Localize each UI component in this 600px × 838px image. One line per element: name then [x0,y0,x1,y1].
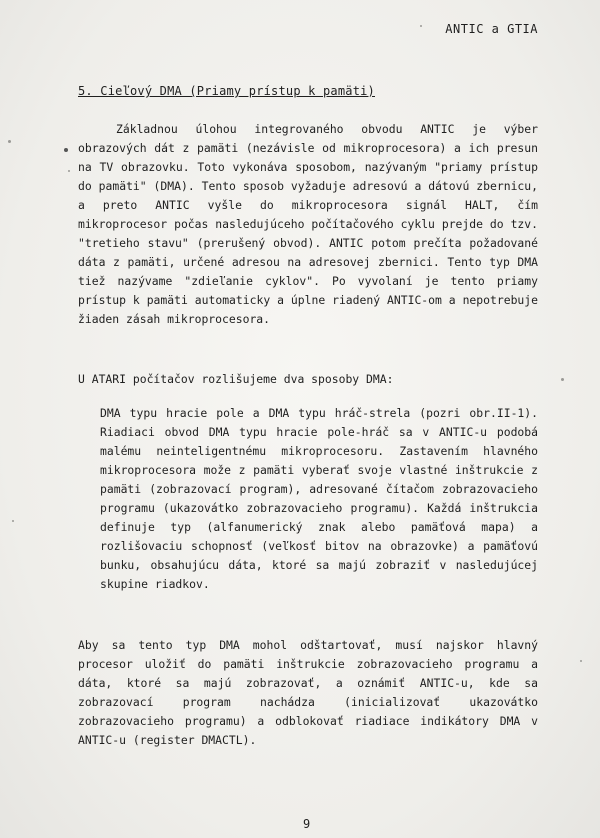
scan-speck [12,520,14,522]
scan-speck [64,148,68,152]
scan-speck [580,660,582,662]
paragraph-text: DMA typu hracie pole a DMA typu hráč-strela (pozri obr.II-1). Riadiaci obvod DMA typu hracie pole-hráč sa v ANTIC-u podobá malému neinteligentnému mikroprocesoru. Zastavením hlavného mikroprocesora može z pamäti vyberať svoje vlastné inštrukcie z pamäti (zobrazovací program), adresované čítačom zobrazovacieho programu (ukazovátko zobrazovacieho programu). Každá inštrukcia definuje typ (alfanumerický znak alebo pamäťová mapa) a rozlišovaciu schopnosť (veľkosť bitov na obrazovke) a pamäťovú bunku, obsahujúcu dáta, ktoré sa majú zobraziť v nasledujúcej skupine riadkov. [100,406,538,591]
paragraph-text: Základnou úlohou integrovaného obvodu ANTIC je výber obrazových dát z pamäti (nezávisle od mikroprocesora) a ich presun na TV obrazovku. Toto vykonáva sposobom, nazývaným "priamy prístup do pamäti" (DMA). Tento sposob vyžaduje adresovú a dátovú zbernicu, a preto ANTIC vyšle do mikroprocesora signál HALT, čím mikroprocesor počas nasledujúceho počítačového cyklu prejde do tzv. "tretieho stavu" (prerušený obvod). ANTIC potom prečíta požadované dáta z pamäti, určené adresou na adresovej zbernici. Tento typ DMA tiež nazývame "zdieľanie cyklov". Po vyvolaní je tento priamy prístup k pamäti automaticky a úplne riadený ANTIC-om a nepotrebuje žiaden zásah mikroprocesora. [78,122,538,326]
paragraph-text: Aby sa tento typ DMA mohol odštartovať, musí najskor hlavný procesor uložiť do pamäti inštrukcie zobrazovacieho programu a dáta, ktoré sa majú zobrazovať, a oznámiť ANTIC-u, kde sa zobrazovací program nachádza (inicializovať ukazovátko zobrazovacieho programu) a odblokovať riadiace indikátory DMA v ANTIC-u (register DMACTL). [78,638,538,747]
scan-speck [420,25,422,27]
scan-speck [561,378,564,381]
paragraph-intro [78,120,538,329]
paragraph-playfield-dma [100,404,538,594]
page-number: 9 [303,817,311,831]
paragraph-start-dma [78,636,538,750]
scan-speck [8,140,11,143]
paragraph-text: U ATARI počítačov rozlišujeme dva sposoby DMA: [78,372,394,386]
running-header: ANTIC a GTIA [445,22,538,36]
paragraph-dma-modes [78,370,538,389]
scan-speck [68,170,70,172]
section-heading: 5. Cieľový DMA (Priamy prístup k pamäti) [78,84,375,98]
